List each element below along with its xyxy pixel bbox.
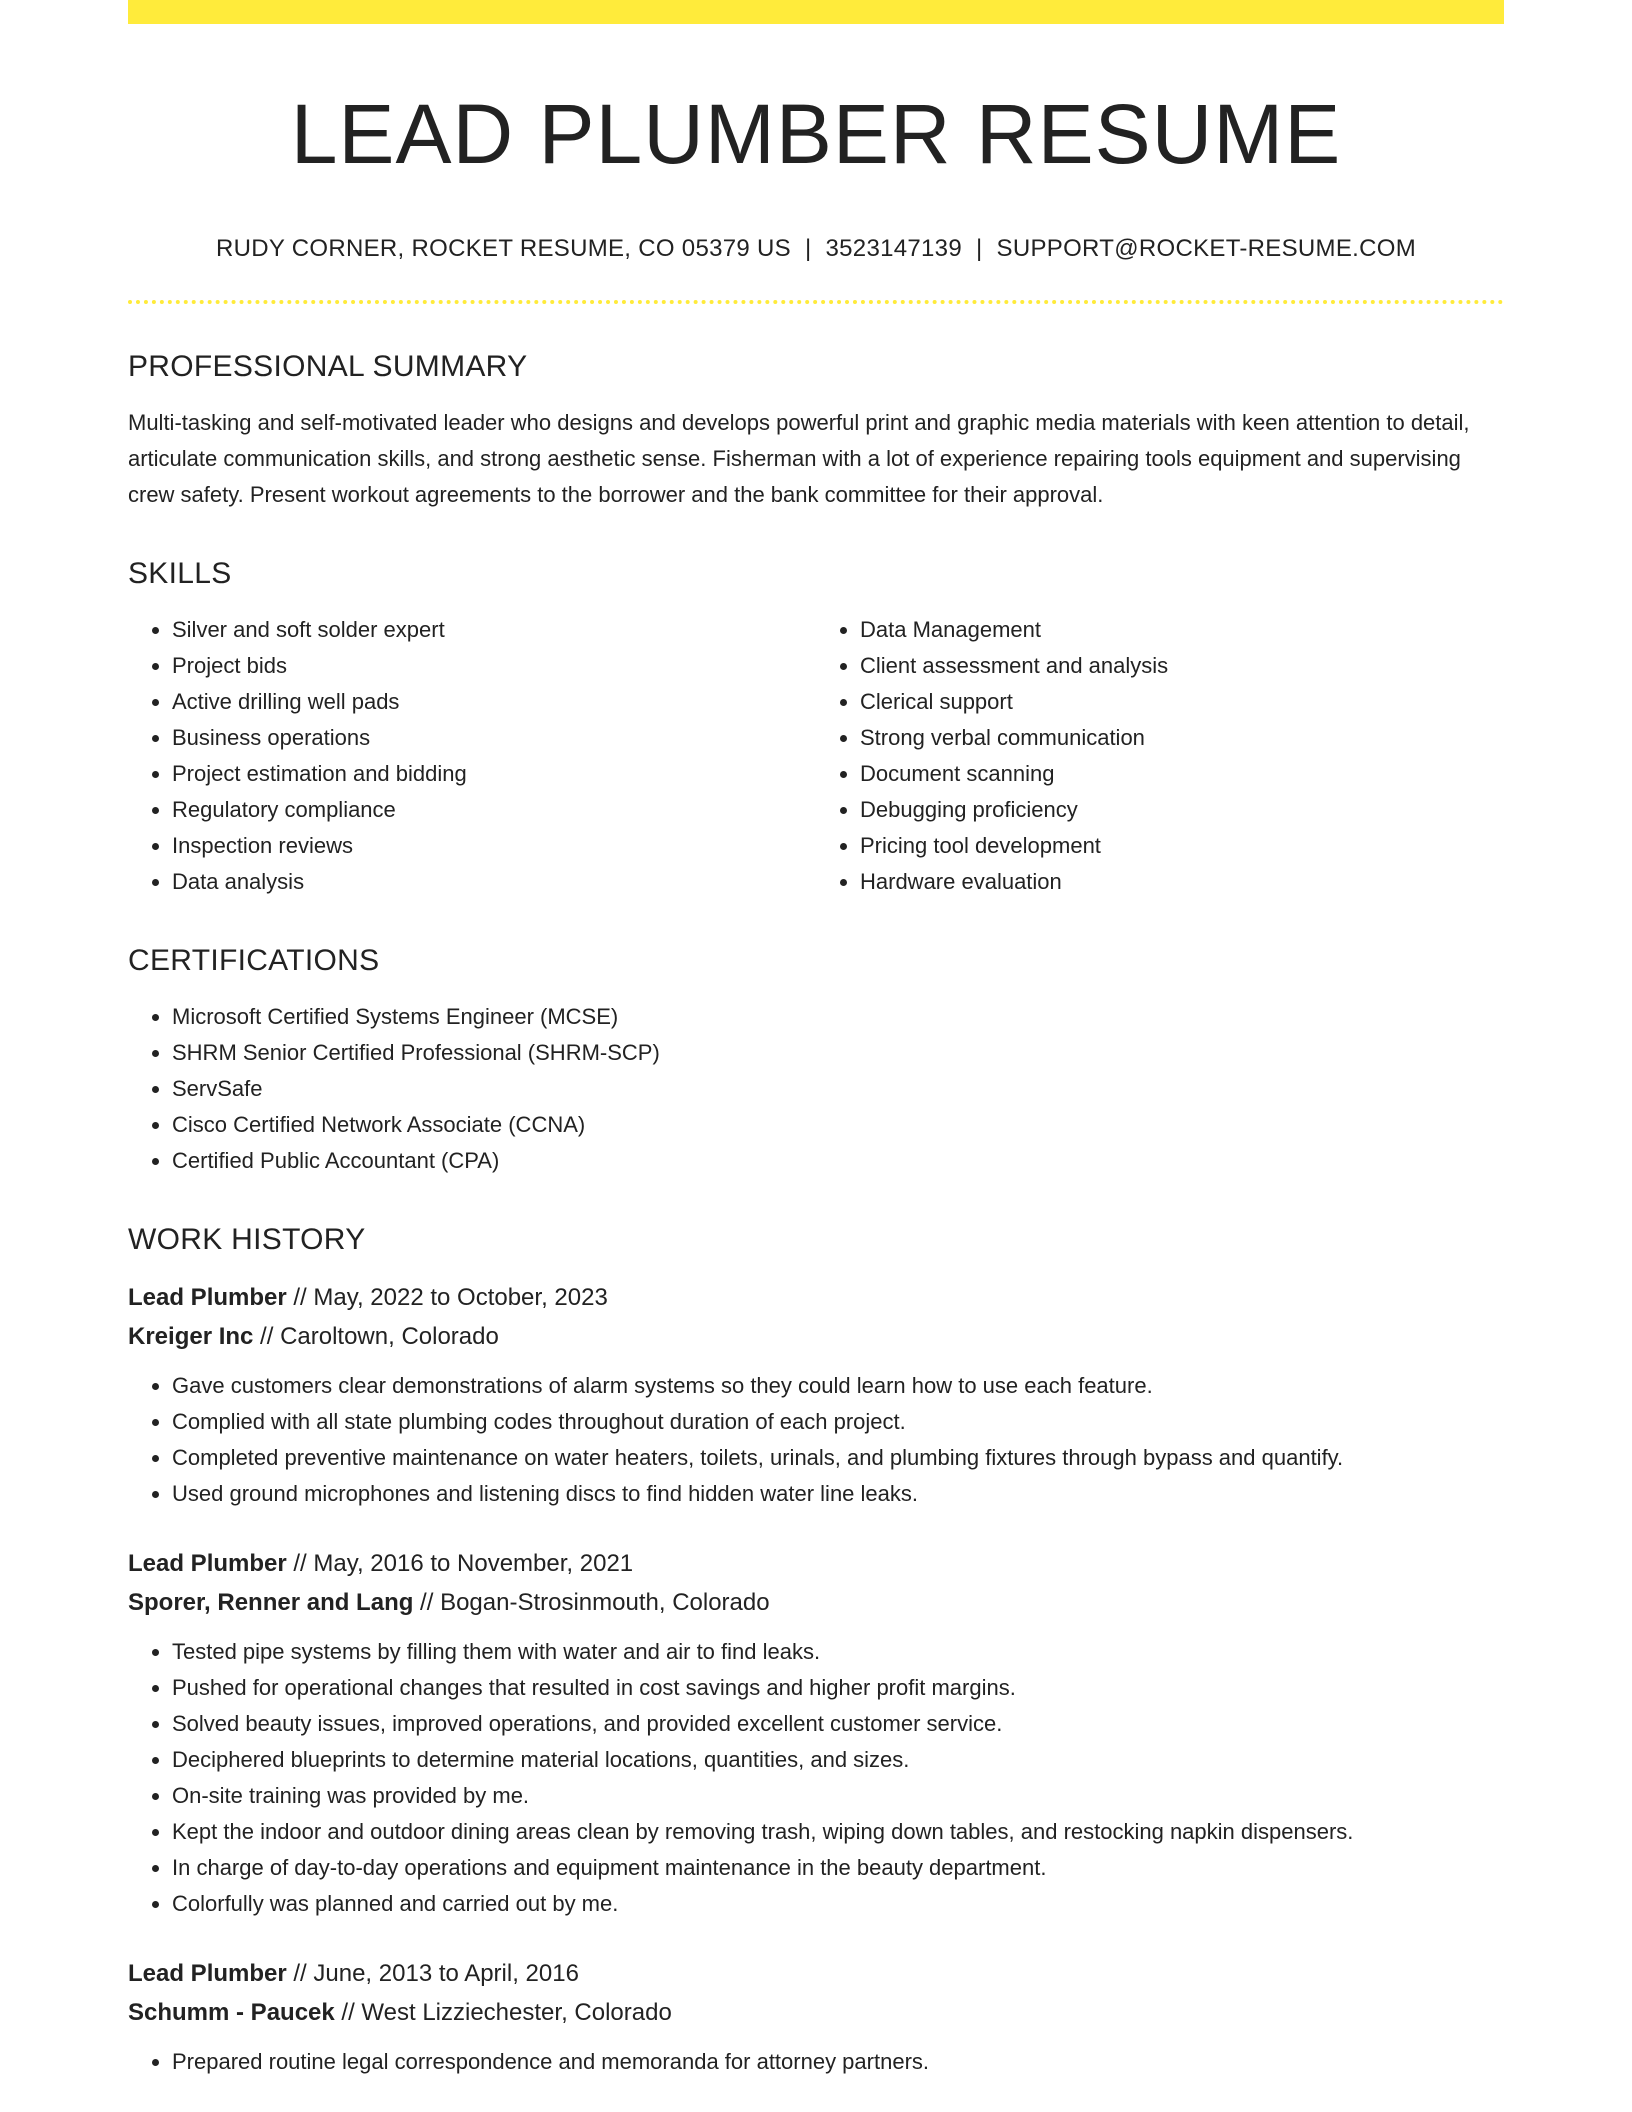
contact-address: RUDY CORNER, ROCKET RESUME, CO 05379 US	[216, 234, 791, 262]
skill-item: • Clerical support	[860, 684, 1504, 720]
job-bullet: • Used ground microphones and listening discs to find hidden water line leaks.	[172, 1476, 1504, 1512]
job-bullets	[128, 1634, 1504, 1922]
skills-columns	[128, 612, 1504, 900]
job-location: // Caroltown, Colorado	[253, 1322, 499, 1350]
contact-phone: 3523147139	[825, 234, 962, 262]
accent-top-bar	[128, 0, 1504, 24]
certification-item: • Cisco Certified Network Associate (CCNA)	[172, 1107, 1504, 1143]
job-bullet: • Kept the indoor and outdoor dining areas clean by removing trash, wiping down tables, and restocking napkin dispensers.	[172, 1814, 1504, 1850]
job-bullet: • Complied with all state plumbing codes throughout duration of each project.	[172, 1404, 1504, 1440]
skills-section	[128, 557, 1504, 900]
job-bullet: • On-site training was provided by me.	[172, 1778, 1504, 1814]
certification-item: • SHRM Senior Certified Professional (SHRM-SCP)	[172, 1035, 1504, 1071]
job-dates: // June, 2013 to April, 2016	[286, 1959, 579, 1987]
job-bullet: • Pushed for operational changes that resulted in cost savings and higher profit margins.	[172, 1670, 1504, 1706]
job-entry	[128, 1278, 1504, 1512]
skill-item: • Regulatory compliance	[172, 792, 816, 828]
certification-item: • ServSafe	[172, 1071, 1504, 1107]
job-location: // West Lizziechester, Colorado	[334, 1998, 672, 2026]
job-bullet: • In charge of day-to-day operations and equipment maintenance in the beauty department.	[172, 1850, 1504, 1886]
skill-item: • Data Management	[860, 612, 1504, 648]
job-company: Kreiger Inc	[128, 1322, 254, 1350]
job-company-line	[128, 1993, 1504, 2032]
job-location: // Bogan-Strosinmouth, Colorado	[413, 1588, 770, 1616]
work-history-section	[128, 1223, 1504, 2080]
skills-list-left	[128, 612, 816, 900]
job-title-line	[128, 1278, 1504, 1317]
contact-email: SUPPORT@ROCKET-RESUME.COM	[996, 234, 1416, 262]
resume-page	[128, 0, 1504, 2112]
job-bullet: • Gave customers clear demonstrations of alarm systems so they could learn how to use each feature.	[172, 1368, 1504, 1404]
job-title: Lead Plumber	[128, 1283, 287, 1311]
work-history-heading: WORK HISTORY	[128, 1222, 366, 1256]
certifications-heading: CERTIFICATIONS	[128, 943, 380, 977]
contact-line	[128, 235, 1504, 264]
job-title: Lead Plumber	[128, 1959, 287, 1987]
job-title-line	[128, 1544, 1504, 1583]
skills-list-right	[816, 612, 1504, 900]
job-company-line	[128, 1583, 1504, 1622]
certifications-list	[128, 999, 1504, 1179]
contact-separator: |	[975, 234, 983, 262]
certification-item: • Microsoft Certified Systems Engineer (MCSE)	[172, 999, 1504, 1035]
skill-item: • Project bids	[172, 648, 816, 684]
skills-heading: SKILLS	[128, 556, 232, 590]
summary-heading: PROFESSIONAL SUMMARY	[128, 349, 528, 383]
job-entry	[128, 1544, 1504, 1922]
skill-item: • Hardware evaluation	[860, 864, 1504, 900]
job-entry	[128, 1954, 1504, 2080]
skill-item: • Debugging proficiency	[860, 792, 1504, 828]
summary-text: Multi-tasking and self-motivated leader who designs and develops powerful print and graphic media materials with keen attention to detail, articulate communication skills, and strong aesthetic sense. Fisherman with a lot of experience repairing tools equipment and supervising crew safety. Present workout agreements to the borrower and the bank committee for their approval.	[128, 409, 1470, 507]
skill-item: • Pricing tool development	[860, 828, 1504, 864]
skill-item: • Strong verbal communication	[860, 720, 1504, 756]
job-bullets	[128, 2044, 1504, 2080]
job-title-line	[128, 1954, 1504, 1993]
summary-section	[128, 350, 1504, 513]
job-company-line	[128, 1317, 1504, 1356]
job-company: Schumm - Paucek	[128, 1998, 335, 2026]
contact-separator: |	[804, 234, 812, 262]
job-dates: // May, 2022 to October, 2023	[286, 1283, 608, 1311]
page-title: LEAD PLUMBER RESUME	[290, 87, 1342, 181]
dotted-divider	[128, 300, 1504, 304]
skill-item: • Document scanning	[860, 756, 1504, 792]
job-bullet: • Completed preventive maintenance on water heaters, toilets, urinals, and plumbing fixtures through bypass and quantify.	[172, 1440, 1504, 1476]
skill-item: • Silver and soft solder expert	[172, 612, 816, 648]
skill-item: • Business operations	[172, 720, 816, 756]
skill-item: • Client assessment and analysis	[860, 648, 1504, 684]
job-bullet: • Tested pipe systems by filling them with water and air to find leaks.	[172, 1634, 1504, 1670]
job-bullet: • Solved beauty issues, improved operations, and provided excellent customer service.	[172, 1706, 1504, 1742]
job-company: Sporer, Renner and Lang	[128, 1588, 414, 1616]
skill-item: • Inspection reviews	[172, 828, 816, 864]
skill-item: • Active drilling well pads	[172, 684, 816, 720]
job-bullet: • Deciphered blueprints to determine material locations, quantities, and sizes.	[172, 1742, 1504, 1778]
skill-item: • Project estimation and bidding	[172, 756, 816, 792]
certifications-section	[128, 944, 1504, 1179]
job-bullets	[128, 1368, 1504, 1512]
job-bullet: • Colorfully was planned and carried out by me.	[172, 1886, 1504, 1922]
job-title: Lead Plumber	[128, 1549, 287, 1577]
certification-item: • Certified Public Accountant (CPA)	[172, 1143, 1504, 1179]
job-dates: // May, 2016 to November, 2021	[286, 1549, 634, 1577]
job-bullet: • Prepared routine legal correspondence and memoranda for attorney partners.	[172, 2044, 1504, 2080]
skill-item: • Data analysis	[172, 864, 816, 900]
